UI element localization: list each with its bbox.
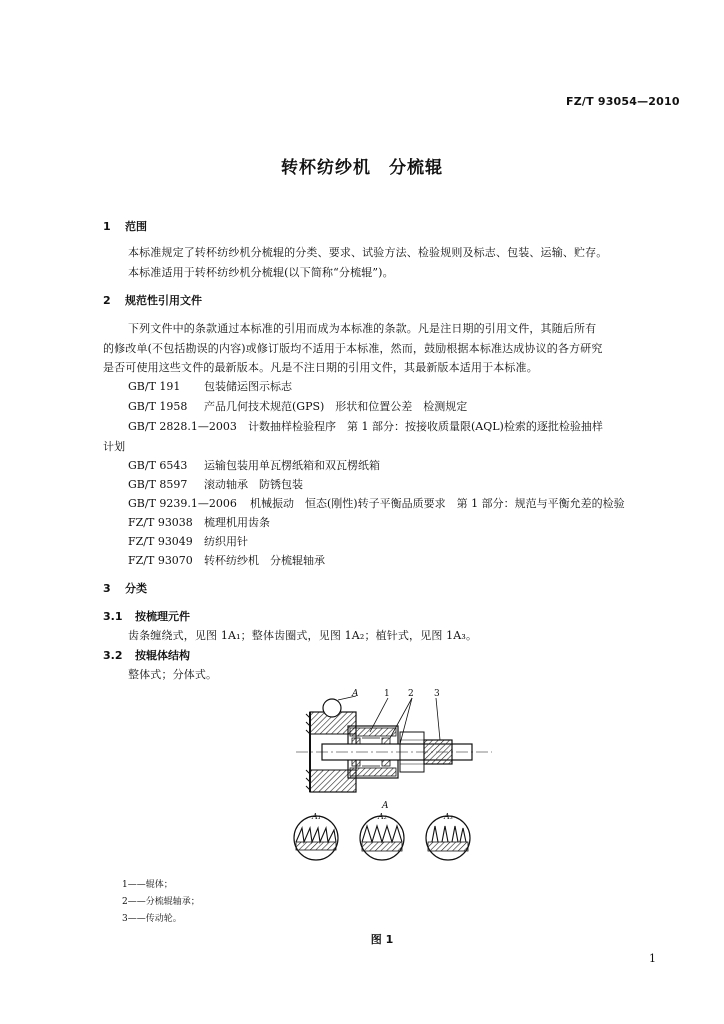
section-2-heading: 2 规范性引用文件	[103, 294, 202, 307]
legend-item: 2——分梳辊轴承；	[122, 897, 200, 907]
legend-item: 1——辊体；	[122, 880, 173, 890]
reference-item: GB/T 191 包装储运图示标志	[128, 380, 292, 393]
section-1-heading: 1 范围	[103, 220, 147, 233]
detail-view-a2	[360, 816, 404, 860]
reference-item-continuation: 计划	[103, 440, 126, 453]
section-3-heading: 3 分类	[103, 582, 147, 595]
reference-item: FZ/T 93038 梳理机用齿条	[128, 516, 270, 529]
section-2-intro-line-2: 的修改单(不包括勘误的内容)或修订版均不适用于本标准，然而，鼓励根据本标准达成协议的各方研究	[103, 342, 603, 355]
view-a-label: A	[382, 801, 389, 811]
callout-2: 2	[408, 689, 414, 699]
figure-caption: 图 1	[370, 933, 394, 946]
reference-item: GB/T 9239.1—2006 机械振动 恒态(刚性)转子平衡品质要求 第 1 部分：规范与平衡允差的检验	[128, 497, 625, 510]
section-1-paragraph-2: 本标准适用于转杯纺纱机分梳辊(以下简称“分梳辊”)。	[128, 266, 394, 279]
detail-a-circle	[323, 699, 341, 717]
section-3-1-text: 齿条缠绕式，见图 1A₁；整体齿圈式，见图 1A₂；植针式，见图 1A₃。	[128, 629, 478, 642]
detail-view-a3	[426, 816, 470, 860]
section-3-1-heading: 3.1 按梳理元件	[103, 610, 190, 623]
shaft	[296, 744, 492, 760]
reference-item: GB/T 1958 产品几何技术规范(GPS) 形状和位置公差 检测规定	[128, 400, 468, 413]
label-a3: A₃	[444, 812, 453, 821]
legend-item: 3——传动轮。	[122, 914, 182, 924]
section-3-2-heading: 3.2 按辊体结构	[103, 649, 190, 662]
label-a1: A₁	[312, 812, 321, 821]
section-2-intro-line-1: 下列文件中的条款通过本标准的引用而成为本标准的条款。凡是注日期的引用文件，其随后所有	[128, 322, 597, 335]
reference-item: GB/T 8597 滚动轴承 防锈包装	[128, 478, 303, 491]
reference-item: FZ/T 93049 纺织用针	[128, 535, 248, 548]
callout-3: 3	[434, 689, 440, 699]
detail-view-a1	[294, 816, 338, 860]
label-a2: A₂	[378, 812, 387, 821]
page-title: 转杯纺纱机 分梳辊	[281, 158, 443, 178]
reference-item: GB/T 6543 运输包装用单瓦楞纸箱和双瓦楞纸箱	[128, 459, 380, 472]
section-3-2-text: 整体式；分体式。	[128, 668, 218, 681]
section-2-intro-line-3: 是否可使用这些文件的最新版本。凡是不注日期的引用文件，其最新版本适用于本标准。	[103, 361, 538, 374]
callout-a: A	[352, 689, 359, 699]
reference-item: GB/T 2828.1—2003 计数抽样检验程序 第 1 部分：按接收质量限(AQL)检索的逐批检验抽样	[128, 420, 603, 433]
figure-1-drawing	[292, 688, 502, 866]
section-1-paragraph-1: 本标准规定了转杯纺纱机分梳辊的分类、要求、试验方法、检验规则及标志、包装、运输、贮存。	[128, 246, 608, 259]
page-number: 1	[649, 952, 656, 965]
reference-item: FZ/T 93070 转杯纺纱机 分梳辊轴承	[128, 554, 325, 567]
callout-1: 1	[384, 689, 390, 699]
standard-number: FZ/T 93054—2010	[566, 95, 680, 108]
